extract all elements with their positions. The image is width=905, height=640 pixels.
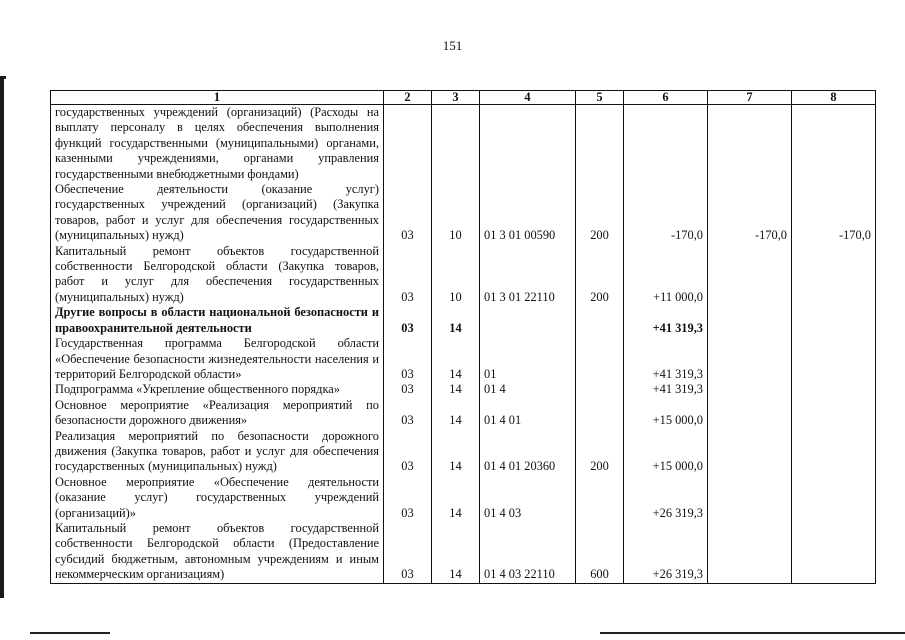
cell-amount-3 (792, 521, 876, 583)
cell-amount-1: +41 319,3 (624, 336, 708, 382)
cell-amount-2 (708, 105, 792, 183)
cell-amount-2 (708, 429, 792, 475)
header-row (51, 91, 876, 105)
row-description: Основное мероприятие «Обеспечение деятельности (оказание услуг) государственных учреждений (организаций)» (51, 475, 384, 521)
header-cell-6: 6 (624, 91, 708, 105)
cell-amount-2 (708, 521, 792, 583)
cell-target-article: 01 3 01 00590 (480, 182, 576, 244)
cell-section: 03 (384, 521, 432, 583)
cell-subsection: 14 (432, 429, 480, 475)
cell-amount-2: -170,0 (708, 182, 792, 244)
cell-amount-2 (708, 382, 792, 397)
cell-target-article (480, 305, 576, 336)
header-cell-8: 8 (792, 91, 876, 105)
cell-target-article: 01 4 03 (480, 475, 576, 521)
cell-subsection: 14 (432, 475, 480, 521)
cell-section: 03 (384, 305, 432, 336)
cell-amount-2 (708, 305, 792, 336)
row-description: государственных учреждений (организаций) (Расходы на выплату персоналу в целях обеспечения выполнения функций государственными (муниципальными) органами, казенными учреждениями, органами управления государственными внебюджетными фондами) (51, 105, 384, 183)
cell-amount-1: +41 319,3 (624, 305, 708, 336)
cell-target-article: 01 (480, 336, 576, 382)
cell-subsection: 14 (432, 305, 480, 336)
cell-expense-type (576, 336, 624, 382)
cell-amount-3 (792, 382, 876, 397)
table-row (51, 305, 876, 336)
cell-amount-1 (624, 105, 708, 183)
budget-table (50, 90, 876, 584)
cell-subsection: 14 (432, 521, 480, 583)
row-description: Государственная программа Белгородской области «Обеспечение безопасности жизнедеятельности населения и территорий Белгородской области» (51, 336, 384, 382)
header-cell-2: 2 (384, 91, 432, 105)
cell-expense-type (576, 398, 624, 429)
cell-amount-1: +26 319,3 (624, 521, 708, 583)
cell-amount-2 (708, 475, 792, 521)
table-row (51, 182, 876, 244)
cell-subsection: 14 (432, 382, 480, 397)
row-description: Другие вопросы в области национальной безопасности и правоохранительной деятельности (51, 305, 384, 336)
cell-amount-1: +26 319,3 (624, 475, 708, 521)
table-row (51, 105, 876, 183)
cell-expense-type (576, 105, 624, 183)
cell-section: 03 (384, 429, 432, 475)
header-cell-7: 7 (708, 91, 792, 105)
cell-amount-3 (792, 336, 876, 382)
header-cell-4: 4 (480, 91, 576, 105)
cell-section: 03 (384, 244, 432, 306)
row-description: Реализация мероприятий по безопасности дорожного движения (Закупка товаров, работ и услуг для обеспечения государственных (муниципальных) нужд) (51, 429, 384, 475)
cell-amount-1: -170,0 (624, 182, 708, 244)
cell-amount-3 (792, 429, 876, 475)
cell-expense-type: 200 (576, 429, 624, 475)
table-row (51, 382, 876, 397)
cell-amount-2 (708, 336, 792, 382)
cell-target-article: 01 4 01 (480, 398, 576, 429)
table-row (51, 336, 876, 382)
cell-amount-3 (792, 244, 876, 306)
cell-target-article: 01 3 01 22110 (480, 244, 576, 306)
cell-expense-type (576, 475, 624, 521)
row-description: Капитальный ремонт объектов государственной собственности Белгородской области (Закупка товаров, работ и услуг для обеспечения государственных (муниципальных) нужд) (51, 244, 384, 306)
cell-amount-2 (708, 244, 792, 306)
cell-amount-3: -170,0 (792, 182, 876, 244)
bottom-rule (600, 632, 905, 634)
cell-subsection: 10 (432, 244, 480, 306)
bottom-rule (30, 632, 110, 634)
header-cell-3: 3 (432, 91, 480, 105)
cell-expense-type (576, 305, 624, 336)
cell-amount-1: +11 000,0 (624, 244, 708, 306)
cell-section: 03 (384, 382, 432, 397)
table-row (51, 398, 876, 429)
cell-target-article: 01 4 01 20360 (480, 429, 576, 475)
cell-expense-type: 200 (576, 244, 624, 306)
table-row (51, 475, 876, 521)
cell-target-article: 01 4 03 22110 (480, 521, 576, 583)
cell-expense-type: 200 (576, 182, 624, 244)
header-cell-1: 1 (51, 91, 384, 105)
cell-amount-1: +15 000,0 (624, 398, 708, 429)
cell-expense-type: 600 (576, 521, 624, 583)
page-number: 151 (442, 38, 463, 53)
cell-subsection: 10 (432, 182, 480, 244)
cell-amount-3 (792, 398, 876, 429)
row-description: Капитальный ремонт объектов государственной собственности Белгородской области (Предоставление субсидий бюджетным, автономным учреждениям и иным некоммерческим организациям) (51, 521, 384, 583)
cell-section: 03 (384, 398, 432, 429)
cell-amount-3 (792, 105, 876, 183)
cell-amount-1: +15 000,0 (624, 429, 708, 475)
cell-amount-3 (792, 305, 876, 336)
cell-amount-3 (792, 475, 876, 521)
cell-section: 03 (384, 475, 432, 521)
table-row (51, 521, 876, 583)
margin-line (0, 78, 4, 598)
table-row (51, 429, 876, 475)
header-cell-5: 5 (576, 91, 624, 105)
cell-subsection (432, 105, 480, 183)
row-description: Обеспечение деятельности (оказание услуг) государственных учреждений (организаций) (Закупка товаров, работ и услуг для обеспечения государственных (муниципальных) нужд) (51, 182, 384, 244)
cell-target-article (480, 105, 576, 183)
cell-subsection: 14 (432, 336, 480, 382)
cell-section (384, 105, 432, 183)
cell-subsection: 14 (432, 398, 480, 429)
cell-section: 03 (384, 182, 432, 244)
cell-section: 03 (384, 336, 432, 382)
row-description: Основное мероприятие «Реализация мероприятий по безопасности дорожного движения» (51, 398, 384, 429)
cell-amount-2 (708, 398, 792, 429)
table-row (51, 244, 876, 306)
row-description: Подпрограмма «Укрепление общественного порядка» (51, 382, 384, 397)
cell-expense-type (576, 382, 624, 397)
cell-amount-1: +41 319,3 (624, 382, 708, 397)
cell-target-article: 01 4 (480, 382, 576, 397)
